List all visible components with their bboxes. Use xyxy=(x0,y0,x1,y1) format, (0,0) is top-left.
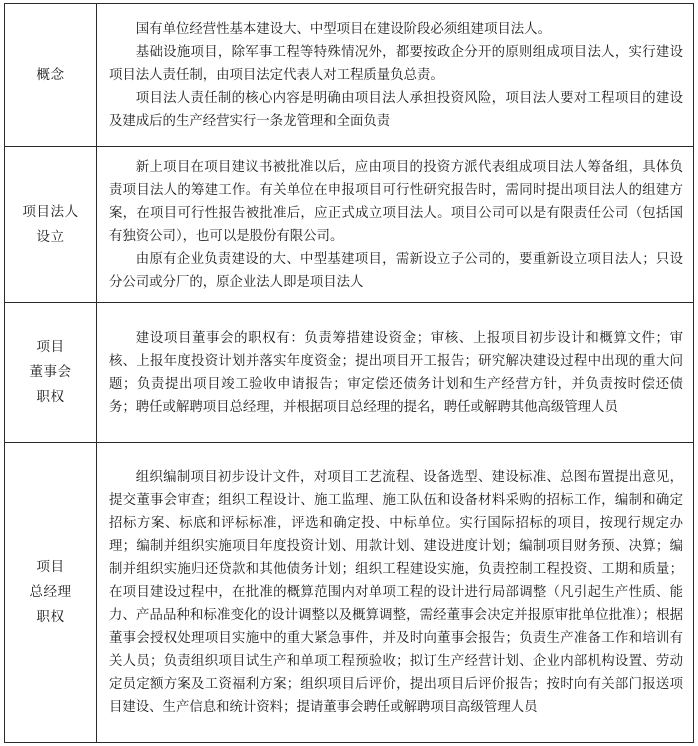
row-term-cell xyxy=(5,303,97,443)
row-term-line: 董事会 xyxy=(29,364,72,380)
content-paragraph: 建设项目董事会的职权有：负责筹措建设资金；审核、上报项目初步设计和概算文件；审核、上报年度投资计划并落实年度资金；提出项目开工报告；研究解决建设过程中出现的重大问题；负责提出项目竣工验收申请报告；审定偿还债务计划和生产经营方针，并负责按时偿还债务；聘任或解聘项目总经理，并根据项目总经理的提名，聘任或解聘其他高级管理人员 xyxy=(109,330,683,415)
content-paragraph: 新上项目在项目建议书被批准以后，应由项目的投资方派代表组成项目法人筹备组，具体负责项目法人的筹建工作。有关单位在申报项目可行性研究报告时，需同时提出项目法人的组建方案，在项目可行性报告被批准后，应正式成立项目法人。项目公司可以是有限责任公司（包括国有独资公司），也可以是股份有限公司。 xyxy=(109,159,683,244)
row-content-cell xyxy=(97,443,694,743)
content-paragraph: 国有单位经营性基本建设大、中型项目在建设阶段必须组建项目法人。 xyxy=(135,21,551,37)
table-row-establishment xyxy=(5,147,694,303)
table-row-board-powers xyxy=(5,303,694,443)
table-row-manager-powers xyxy=(5,443,694,743)
content-paragraph: 由原有企业负责建设的大、中型基建项目，需新设立子公司的，要重新设立项目法人；只设分公司或分厂的，原企业法人即是项目法人 xyxy=(109,251,683,290)
row-content-cell xyxy=(97,4,694,147)
row-content-cell xyxy=(97,147,694,303)
content-paragraph: 基础设施项目，除军事工程等特殊情况外，都要按政企分开的原则组成项目法人，实行建设项目法人责任制，由项目法定代表人对工程质量负总责。 xyxy=(109,44,683,83)
row-term-cell xyxy=(5,443,97,743)
row-term-line: 项目法人 xyxy=(22,203,79,220)
row-term-line: 设立 xyxy=(36,228,65,245)
row-term-line: 总经理 xyxy=(29,584,72,600)
content-paragraph: 组织编制项目初步设计文件，对项目工艺流程、设备选型、建设标准、总图布置提出意见，提交董事会审查；组织工程设计、施工监理、施工队伍和设备材料采购的招标工作，编制和确定招标方案、标底和评标标准，评选和确定投、中标单位。实行国际招标的项目，按现行规定办理；编制并组织实施项目年度投资计划、用款计划、建设进度计划；编制项目财务预、决算；编制并组织实施归还贷款和其他债务计划；组织工程建设实施，负责控制工程投资、工期和质量；在项目建设过程中，在批准的概算范围内对单项工程的设计进行局部调整（凡引起生产性质、能力、产品品种和标准变化的设计调整以及概算调整，需经董事会决定并报原审批单位批准）；根据董事会授权处理项目实施中的重大紧急事件，并及时向董事会报告；负责生产准备工作和培训有关人员；负责组织项目试生产和单项工程预验收；拟订生产经营计划、企业内部机构设置、劳动定员定额方案及工资福利方案；组织项目后评价，提出项目后评价报告；按时向有关部门报送项目建设、生产信息和统计资料；提请董事会聘任或解聘项目高级管理人员 xyxy=(109,470,683,715)
row-term-line: 项目 xyxy=(36,559,65,575)
project-legal-person-table xyxy=(4,3,694,743)
content-paragraph: 项目法人责任制的核心内容是明确由项目法人承担投资风险，项目法人要对工程项目的建设及建成后的生产经营实行一条龙管理和全面负责 xyxy=(109,90,683,129)
table-row-concept xyxy=(5,4,694,147)
row-term-line: 项目 xyxy=(36,339,65,355)
row-term-line: 概念 xyxy=(36,66,65,83)
row-term-cell xyxy=(5,147,97,303)
row-term-line: 职权 xyxy=(36,609,65,625)
row-term-cell xyxy=(5,4,97,147)
row-term-line: 职权 xyxy=(36,389,65,405)
row-content-cell xyxy=(97,303,694,443)
